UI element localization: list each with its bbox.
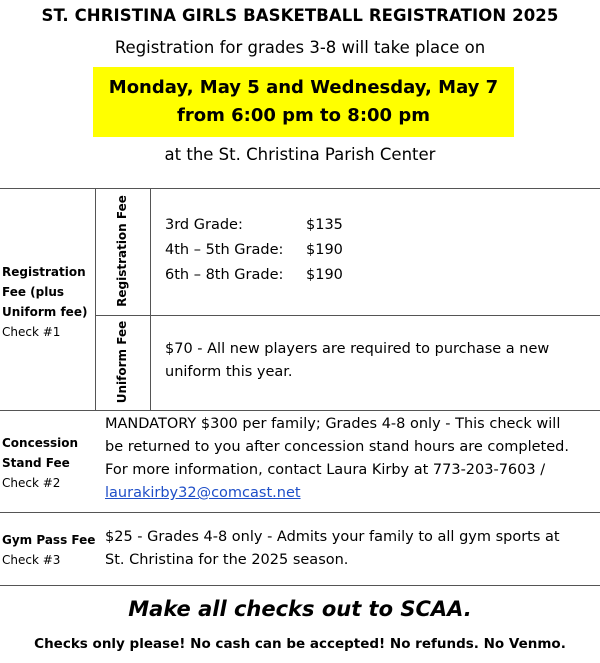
table-bottom-border (0, 585, 600, 586)
fee-row: 6th – 8th Grade: $190 (165, 267, 343, 283)
column-divider (150, 188, 151, 410)
page-title: ST. CHRISTINA GIRLS BASKETBALL REGISTRATION 2025 (41, 6, 559, 25)
concession-row-label: Concession Stand Fee Check #2 (2, 433, 78, 493)
registration-intro: Registration for grades 3-8 will take place on (114, 38, 486, 57)
registration-subdivider (95, 315, 600, 316)
time-line: from 6:00 pm to 8:00 pm (177, 105, 430, 126)
uniform-fee-text: $70 - All new players are required to purchase a new uniform this year. (165, 341, 550, 380)
check-number: Check #2 (2, 476, 61, 490)
registration-fee-list (165, 213, 343, 288)
concession-fee-text: MANDATORY $300 per family; Grades 4-8 only - This check will be returned to you after concession stand hours are completed. For more information, contact Laura Kirby at 773-203-7603 / laurakirby32@comcast.net (105, 416, 569, 501)
checks-payable-note: Make all checks out to SCAA. (128, 597, 472, 621)
fee-row: 4th – 5th Grade: $190 (165, 242, 343, 258)
gympass-fee-text: $25 - Grades 4-8 only - Admits your family to all gym sports at St. Christina for the 2025 season. (105, 529, 560, 568)
fee-row: 3rd Grade: $135 (165, 217, 343, 233)
email-link[interactable]: laurakirby32@comcast.net (105, 485, 301, 501)
registration-row-label: Registration Fee (plus Uniform fee) Check #1 (2, 262, 87, 342)
check-number: Check #3 (2, 553, 61, 567)
dates-highlight-box (93, 67, 514, 137)
gympass-row-label: Gym Pass Fee Check #3 (2, 530, 95, 570)
check-number: Check #1 (2, 325, 61, 339)
uniform-fee-vertical-label: Uniform Fee (115, 320, 129, 404)
column-divider (95, 188, 96, 410)
dates-line: Monday, May 5 and Wednesday, May 7 (108, 77, 499, 98)
row-divider (0, 410, 600, 411)
registration-fee-vertical-label: Registration Fee (115, 195, 129, 307)
location-text: at the St. Christina Parish Center (164, 145, 436, 164)
row-divider (0, 512, 600, 513)
payment-notice: Checks only please! No cash can be accepted! No refunds. No Venmo. (34, 636, 566, 652)
table-top-border (0, 188, 600, 189)
